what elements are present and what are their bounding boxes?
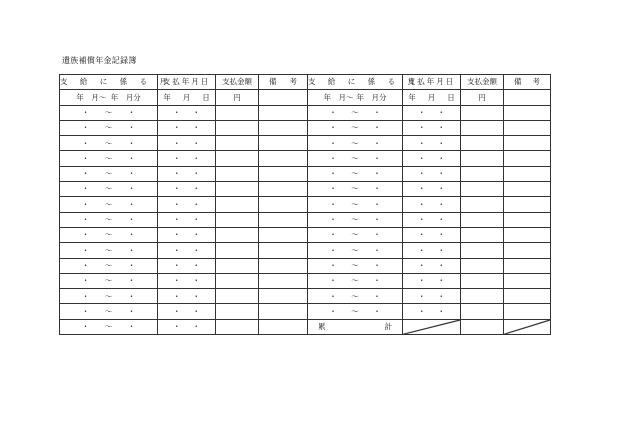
unit-pay-date-left: 年 月 日 (158, 90, 216, 105)
unit-period-left: 年 月〜 年 月分 (60, 90, 158, 105)
remarks-cell-right (504, 197, 551, 212)
amount-cell-right (461, 273, 504, 288)
amount-cell-left (216, 166, 259, 181)
period-cell-left: ・ 〜 ・ (60, 197, 158, 212)
header-row (60, 75, 551, 90)
amount-cell-left (216, 258, 259, 273)
pay-date-cell-right: ・ ・ (403, 182, 461, 197)
remarks-cell-left (259, 273, 308, 288)
pay-date-cell-right: ・ ・ (403, 289, 461, 304)
table-row (60, 212, 551, 227)
pay-date-cell-right: ・ ・ (403, 243, 461, 258)
amount-cell-right (461, 212, 504, 227)
unit-row (60, 90, 551, 105)
period-cell-right: ・ 〜 ・ (308, 182, 403, 197)
amount-cell-left (216, 182, 259, 197)
table-row (60, 105, 551, 120)
header-remarks-left: 備 考 (259, 75, 308, 90)
amount-cell-right (461, 136, 504, 151)
period-cell-right: ・ 〜 ・ (308, 136, 403, 151)
amount-cell-right (461, 289, 504, 304)
pay-date-cell-left: ・ ・ (158, 105, 216, 120)
cumulative-total-label: 累 計 (308, 319, 403, 334)
remarks-cell-right (504, 227, 551, 242)
amount-cell-left (216, 304, 259, 319)
unit-period-right: 年 月〜 年 月分 (308, 90, 403, 105)
period-cell-right: ・ 〜 ・ (308, 105, 403, 120)
pay-date-cell-left: ・ ・ (158, 243, 216, 258)
table-row (60, 304, 551, 319)
pay-date-cell-right: ・ ・ (403, 120, 461, 135)
pay-date-cell-left: ・ ・ (158, 319, 216, 334)
remarks-cell-right (504, 151, 551, 166)
header-period-right: 支 給 に 係 る 月 (308, 75, 403, 90)
period-cell-right: ・ 〜 ・ (308, 197, 403, 212)
remarks-cell-left (259, 136, 308, 151)
remarks-cell-left (259, 258, 308, 273)
amount-cell-left (216, 243, 259, 258)
period-cell-left: ・ 〜 ・ (60, 136, 158, 151)
ledger-body (60, 75, 551, 335)
remarks-cell-right (504, 243, 551, 258)
pay-date-cell-left: ・ ・ (158, 182, 216, 197)
pay-date-cell-right: ・ ・ (403, 136, 461, 151)
amount-cell-right (461, 197, 504, 212)
remarks-cell-left (259, 212, 308, 227)
amount-cell-left (216, 227, 259, 242)
period-cell-right: ・ 〜 ・ (308, 243, 403, 258)
amount-cell-right (461, 182, 504, 197)
period-cell-left: ・ 〜 ・ (60, 166, 158, 181)
amount-cell-right (461, 105, 504, 120)
table-row (60, 289, 551, 304)
period-cell-right: ・ 〜 ・ (308, 151, 403, 166)
unit-yen-right: 円 (461, 90, 504, 105)
table-row (60, 243, 551, 258)
total-pay-date-slash (403, 319, 461, 334)
pay-date-cell-right: ・ ・ (403, 151, 461, 166)
unit-yen-left: 円 (216, 90, 259, 105)
period-cell-right: ・ 〜 ・ (308, 166, 403, 181)
pay-date-cell-left: ・ ・ (158, 151, 216, 166)
pay-date-cell-left: ・ ・ (158, 197, 216, 212)
amount-cell-left (216, 136, 259, 151)
period-cell-right: ・ 〜 ・ (308, 273, 403, 288)
amount-cell-left (216, 105, 259, 120)
period-cell-left: ・ 〜 ・ (60, 273, 158, 288)
pay-date-cell-right: ・ ・ (403, 258, 461, 273)
header-amount-left: 支払金額 (216, 75, 259, 90)
table-row (60, 258, 551, 273)
period-cell-left: ・ 〜 ・ (60, 212, 158, 227)
period-cell-right: ・ 〜 ・ (308, 227, 403, 242)
header-amount-right: 支払金額 (461, 75, 504, 90)
amount-cell-right (461, 120, 504, 135)
remarks-cell-right (504, 273, 551, 288)
table-row (60, 197, 551, 212)
remarks-cell-left (259, 120, 308, 135)
table-row (60, 273, 551, 288)
ledger-table (59, 74, 551, 335)
amount-cell-right (461, 166, 504, 181)
header-period-left: 支 給 に 係 る 月 (60, 75, 158, 90)
table-row (60, 166, 551, 181)
period-cell-left: ・ 〜 ・ (60, 258, 158, 273)
period-cell-left: ・ 〜 ・ (60, 227, 158, 242)
remarks-cell-left (259, 304, 308, 319)
pay-date-cell-left: ・ ・ (158, 304, 216, 319)
diagonal-slash-icon (504, 320, 550, 334)
remarks-cell-right (504, 212, 551, 227)
pay-date-cell-left: ・ ・ (158, 136, 216, 151)
period-cell-left: ・ 〜 ・ (60, 151, 158, 166)
remarks-cell-right (504, 120, 551, 135)
pay-date-cell-left: ・ ・ (158, 289, 216, 304)
amount-cell-right (461, 304, 504, 319)
period-cell-right: ・ 〜 ・ (308, 258, 403, 273)
period-cell-left: ・ 〜 ・ (60, 319, 158, 334)
remarks-cell-right (504, 166, 551, 181)
pay-date-cell-left: ・ ・ (158, 227, 216, 242)
total-amount-cell (461, 319, 504, 334)
remarks-cell-left (259, 105, 308, 120)
header-pay-date-right: 支払年月日 (403, 75, 461, 90)
pay-date-cell-left: ・ ・ (158, 258, 216, 273)
remarks-cell-right (504, 182, 551, 197)
remarks-cell-right (504, 258, 551, 273)
pay-date-cell-right: ・ ・ (403, 197, 461, 212)
period-cell-left: ・ 〜 ・ (60, 105, 158, 120)
amount-cell-right (461, 243, 504, 258)
period-cell-right: ・ 〜 ・ (308, 212, 403, 227)
pay-date-cell-right: ・ ・ (403, 212, 461, 227)
header-remarks-right: 備 考 (504, 75, 551, 90)
remarks-cell-left (259, 151, 308, 166)
remarks-cell-left (259, 197, 308, 212)
remarks-cell-left (259, 166, 308, 181)
remarks-cell-left (259, 243, 308, 258)
table-row (60, 136, 551, 151)
remarks-cell-right (504, 304, 551, 319)
amount-cell-right (461, 227, 504, 242)
period-cell-left: ・ 〜 ・ (60, 120, 158, 135)
total-remarks-slash (504, 319, 551, 334)
amount-cell-right (461, 151, 504, 166)
diagonal-slash-icon (403, 320, 460, 334)
pay-date-cell-left: ・ ・ (158, 166, 216, 181)
pay-date-cell-right: ・ ・ (403, 227, 461, 242)
pay-date-cell-right: ・ ・ (403, 273, 461, 288)
pay-date-cell-right: ・ ・ (403, 105, 461, 120)
amount-cell-left (216, 273, 259, 288)
document-title: 遺族補償年金記録簿 (62, 56, 137, 65)
amount-cell-left (216, 212, 259, 227)
remarks-cell-left (259, 289, 308, 304)
amount-cell-left (216, 151, 259, 166)
amount-cell-right (461, 258, 504, 273)
pay-date-cell-left: ・ ・ (158, 120, 216, 135)
amount-cell-left (216, 197, 259, 212)
remarks-cell-left (259, 182, 308, 197)
remarks-cell-left (259, 227, 308, 242)
table-row (60, 120, 551, 135)
unit-remarks-left (259, 90, 308, 105)
pay-date-cell-left: ・ ・ (158, 212, 216, 227)
table-row (60, 182, 551, 197)
pay-date-cell-right: ・ ・ (403, 166, 461, 181)
remarks-cell-left (259, 319, 308, 334)
unit-pay-date-right: 年 月 日 (403, 90, 461, 105)
table-row (60, 227, 551, 242)
amount-cell-left (216, 289, 259, 304)
unit-remarks-right (504, 90, 551, 105)
remarks-cell-right (504, 105, 551, 120)
amount-cell-left (216, 120, 259, 135)
period-cell-left: ・ 〜 ・ (60, 243, 158, 258)
period-cell-left: ・ 〜 ・ (60, 304, 158, 319)
table-row (60, 319, 551, 334)
period-cell-left: ・ 〜 ・ (60, 289, 158, 304)
remarks-cell-right (504, 136, 551, 151)
period-cell-right: ・ 〜 ・ (308, 120, 403, 135)
header-pay-date-left: 支払年月日 (158, 75, 216, 90)
amount-cell-left (216, 319, 259, 334)
pay-date-cell-right: ・ ・ (403, 304, 461, 319)
period-cell-left: ・ 〜 ・ (60, 182, 158, 197)
period-cell-right: ・ 〜 ・ (308, 289, 403, 304)
table-row (60, 151, 551, 166)
period-cell-right: ・ 〜 ・ (308, 304, 403, 319)
pay-date-cell-left: ・ ・ (158, 273, 216, 288)
remarks-cell-right (504, 289, 551, 304)
